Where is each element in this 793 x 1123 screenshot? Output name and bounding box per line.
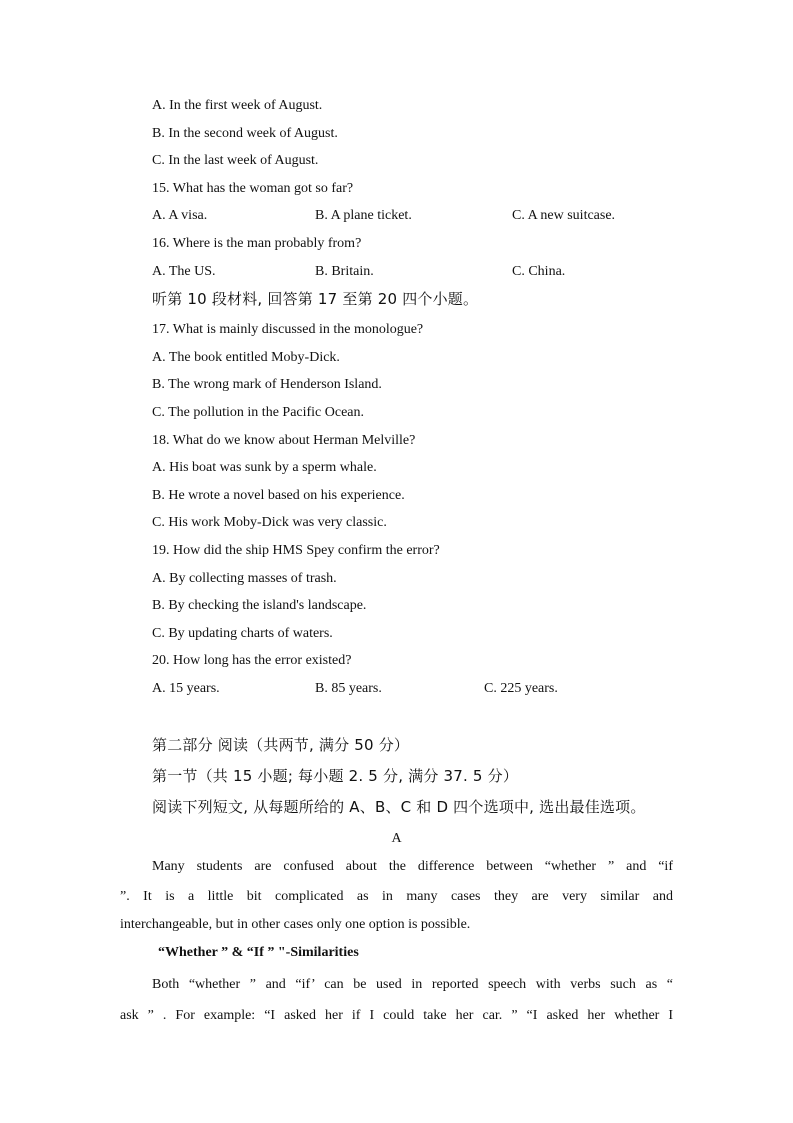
q16-option-c: C. China.	[512, 264, 566, 279]
q19-option-a: A. By collecting masses of trash.	[152, 571, 337, 586]
q18-option-a: A. His boat was sunk by a sperm whale.	[152, 460, 377, 475]
passage-p1-line2: ”. It is a little bit complicated as in many cases they are very similar and	[120, 889, 673, 904]
q15-options	[152, 207, 672, 225]
q19-question: 19. How did the ship HMS Spey confirm the error?	[152, 543, 440, 558]
q19-option-b: B. By checking the island's landscape.	[152, 598, 367, 613]
q17-option-b: B. The wrong mark of Henderson Island.	[152, 377, 382, 392]
q15-option-c: C. A new suitcase.	[512, 208, 616, 223]
q17-option-c: C. The pollution in the Pacific Ocean.	[152, 405, 365, 420]
q15-option-b: B. A plane ticket.	[315, 208, 412, 223]
q18-option-c: C. His work Moby-Dick was very classic.	[152, 515, 387, 530]
q14-option-a: A. In the first week of August.	[152, 98, 323, 113]
q20-options	[152, 680, 672, 698]
q20-option-c: C. 225 years.	[484, 681, 558, 696]
q18-option-b: B. He wrote a novel based on his experience.	[152, 488, 405, 503]
q20-option-a: A. 15 years.	[152, 681, 220, 696]
q14-option-c: C. In the last week of August.	[152, 153, 319, 168]
passage-p2-line1: Both “whether ” and “if’ can be used in reported speech with verbs such as “	[152, 977, 673, 992]
q16-options	[152, 263, 672, 281]
q15-question: 15. What has the woman got so far?	[152, 181, 354, 196]
q17-option-a: A. The book entitled Moby-Dick.	[152, 350, 340, 365]
q20-option-b: B. 85 years.	[315, 681, 382, 696]
q16-option-a: A. The US.	[152, 264, 216, 279]
part2-title: 第二部分 阅读（共两节, 满分 50 分）	[152, 736, 410, 754]
passage-label: A	[391, 831, 402, 846]
passage-p1-line1: Many students are confused about the difference between “whether ” and “if	[152, 859, 673, 874]
q18-question: 18. What do we know about Herman Melville?	[152, 433, 416, 448]
q15-option-a: A. A visa.	[152, 208, 208, 223]
section-10-instruction: 听第 10 段材料, 回答第 17 至第 20 四个小题。	[152, 290, 479, 308]
q20-question: 20. How long has the error existed?	[152, 653, 352, 668]
part2-section1-title: 第一节（共 15 小题; 每小题 2. 5 分, 满分 37. 5 分）	[152, 767, 519, 785]
q17-question: 17. What is mainly discussed in the monologue?	[152, 322, 424, 337]
q16-question: 16. Where is the man probably from?	[152, 236, 362, 251]
passage-p2-line2: ask ” . For example: “I asked her if I could take her car. ” “I asked her whether I	[120, 1008, 673, 1023]
q14-option-b: B. In the second week of August.	[152, 126, 338, 141]
passage-subheading: “Whether ” & “If ” "-Similarities	[158, 945, 359, 960]
q19-option-c: C. By updating charts of waters.	[152, 626, 333, 641]
part2-instruction: 阅读下列短文, 从每题所给的 A、B、C 和 D 四个选项中, 选出最佳选项。	[152, 798, 646, 816]
q16-option-b: B. Britain.	[315, 264, 374, 279]
passage-p1-line3: interchangeable, but in other cases only one option is possible.	[120, 917, 471, 932]
